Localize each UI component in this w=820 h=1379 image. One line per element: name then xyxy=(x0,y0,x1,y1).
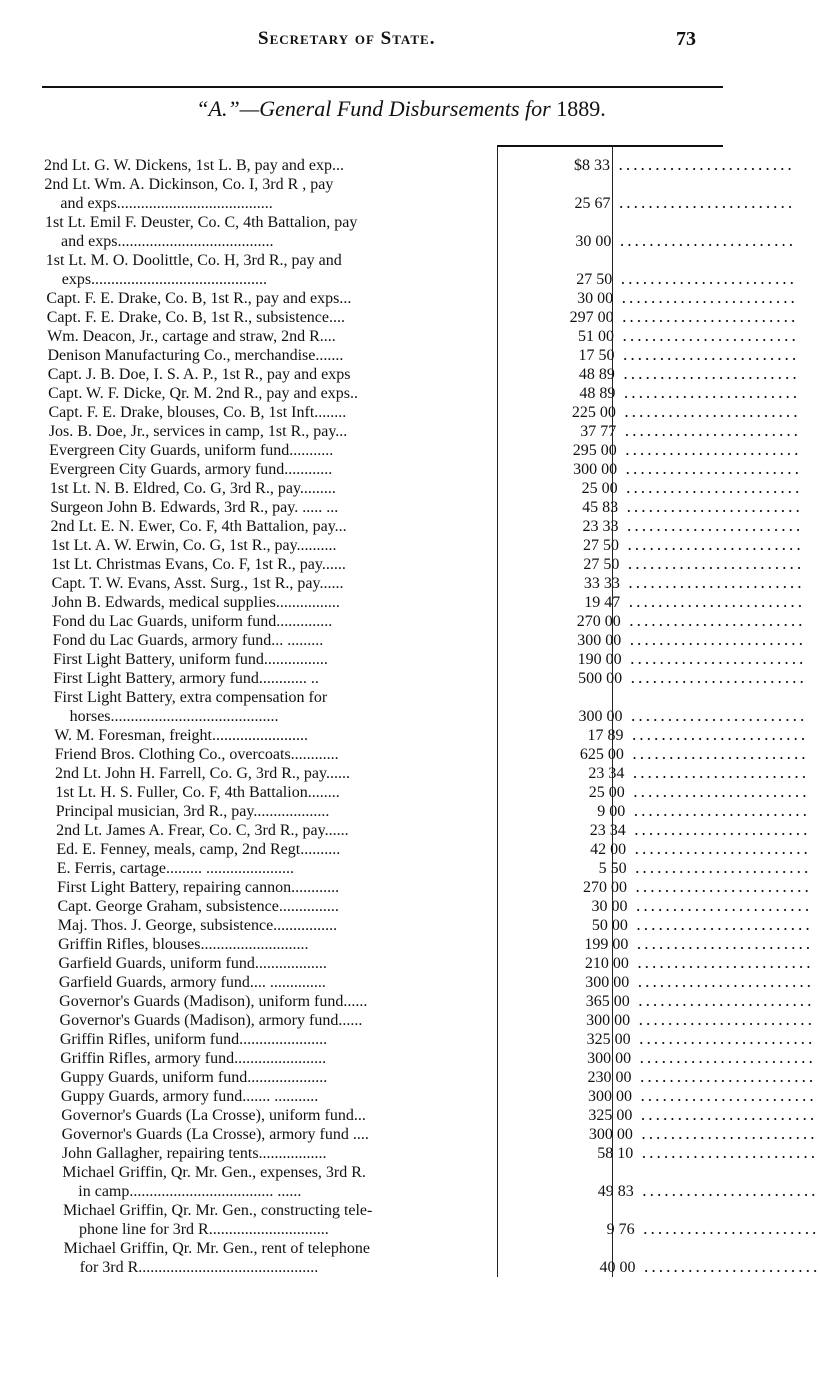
entry-amount: 9 76 xyxy=(606,1221,635,1238)
table-row xyxy=(0,1107,817,1125)
entry-amount: 270 00 xyxy=(576,613,621,630)
table-row xyxy=(0,518,802,536)
entry-amount: 300 00 xyxy=(577,632,622,649)
leader-dots: ․․․․․․․․․․․․․․․․․․․․․․․․ xyxy=(626,518,803,535)
entry-description: Denison Manufacturing Co., merchandise....... xyxy=(47,347,344,364)
entry-amount: 199 00 xyxy=(584,936,629,953)
table-row xyxy=(0,1259,820,1277)
leader-dots: ․․․․․․․․․․․․․․․․․․․․․․․․ xyxy=(639,1088,817,1105)
entry-description: 1st Lt. Emil F. Deuster, Co. C, 4th Battalion, pay xyxy=(45,214,358,231)
entry-amount: 23 34 xyxy=(589,822,626,839)
entry-amount: 25 67 xyxy=(574,195,611,212)
entry-amount: 27 50 xyxy=(582,537,619,554)
entry-amount: $8 33 xyxy=(574,157,610,174)
table-row xyxy=(0,480,802,498)
entry-amount: 300 00 xyxy=(573,461,618,478)
entry-amount: 50 00 xyxy=(591,917,628,934)
leader-dots: ․․․․․․․․․․․․․․․․․․․․․․․․ xyxy=(630,708,807,725)
entry-amount: 325 00 xyxy=(586,1031,631,1048)
leader-dots: ․․․․․․․․․․․․․․․․․․․․․․․․ xyxy=(637,974,814,991)
leader-dots: ․․․․․․․․․․․․․․․․․․․․․․․․ xyxy=(639,1050,816,1067)
leader-dots: ․․․․․․․․․․․․․․․․․․․․․․․․ xyxy=(641,1183,818,1200)
entry-description: Governor's Guards (Madison), armory fund...... xyxy=(59,1012,363,1029)
table-row xyxy=(0,632,806,650)
leader-dots: ․․․․․․․․․․․․․․․․․․․․․․․․ xyxy=(635,898,812,915)
entry-description-continuation: phone line for 3rd R.............................. xyxy=(78,1221,329,1238)
entry-amount: 27 50 xyxy=(576,271,613,288)
table-row xyxy=(0,727,808,745)
leader-dots: ․․․․․․․․․․․․․․․․․․․․․․․․ xyxy=(628,594,805,611)
leader-dots: ․․․․․․․․․․․․․․․․․․․․․․․․ xyxy=(638,1031,815,1048)
entry-description: First Light Battery, repairing cannon............ xyxy=(57,879,340,896)
table-row xyxy=(0,746,809,764)
entry-amount: 297 00 xyxy=(569,309,614,326)
leader-dots: ․․․․․․․․․․․․․․․․․․․․․․․․ xyxy=(634,860,811,877)
entry-description: Garfield Guards, armory fund.... .............. xyxy=(58,974,326,991)
running-title: Secretary of State. xyxy=(258,28,436,49)
entry-description: Michael Griffin, Qr. Mr. Gen., constructing tele- xyxy=(62,1202,373,1219)
table-row xyxy=(0,461,802,479)
leader-dots: ․․․․․․․․․․․․․․․․․․․․․․․․ xyxy=(641,1145,818,1162)
entry-description: Jos. B. Doe, Jr., services in camp, 1st R., pay... xyxy=(48,423,348,440)
leader-dots: ․․․․․․․․․․․․․․․․․․․․․․․․ xyxy=(633,822,810,839)
entry-description-continuation: and exps....................................... xyxy=(61,233,274,250)
leader-dots: ․․․․․․․․․․․․․․․․․․․․․․․․ xyxy=(640,1126,818,1143)
table-row xyxy=(0,1221,819,1239)
leader-dots: ․․․․․․․․․․․․․․․․․․․․․․․․ xyxy=(636,955,814,972)
table-row xyxy=(0,936,813,954)
table-row xyxy=(0,556,802,574)
entry-description: Principal musician, 3rd R., pay................... xyxy=(55,803,330,820)
leader-dots: ․․․․․․․․․․․․․․․․․․․․․․․․ xyxy=(624,442,801,459)
leader-dots: ․․․․․․․․․․․․․․․․․․․․․․․․ xyxy=(632,784,810,801)
leader-dots: ․․․․․․․․․․․․․․․․․․․․․․․․ xyxy=(626,499,803,516)
entry-description: 1st Lt. H. S. Fuller, Co. F, 4th Battalion........ xyxy=(55,784,340,801)
entry-description: Friend Bros. Clothing Co., overcoats............ xyxy=(54,746,339,763)
leader-dots: ․․․․․․․․․․․․․․․․․․․․․․․․ xyxy=(621,290,798,307)
entry-amount: 40 00 xyxy=(599,1259,636,1276)
entry-amount: 210 00 xyxy=(584,955,629,972)
table-row xyxy=(0,575,805,593)
table-row xyxy=(0,955,814,973)
leader-dots: ․․․․․․․․․․․․․․․․․․․․․․․․ xyxy=(631,746,809,763)
entry-amount: 30 00 xyxy=(575,233,612,250)
leader-dots: ․․․․․․․․․․․․․․․․․․․․․․․․ xyxy=(618,157,795,174)
entry-description: 1st Lt. Christmas Evans, Co. F, 1st R., pay...... xyxy=(51,556,346,573)
leader-dots: ․․․․․․․․․․․․․․․․․․․․․․․․ xyxy=(634,841,811,858)
table-row xyxy=(0,347,802,365)
entry-description: Governor's Guards (La Crosse), armory fund .... xyxy=(61,1126,369,1143)
table-row xyxy=(0,594,805,612)
leader-dots: ․․․․․․․․․․․․․․․․․․․․․․․․ xyxy=(638,1012,815,1029)
entry-amount: 300 00 xyxy=(587,1050,632,1067)
entry-amount: 48 89 xyxy=(579,385,616,402)
table-row xyxy=(0,822,810,840)
entry-description: Governor's Guards (La Crosse), uniform fund... xyxy=(61,1107,366,1124)
entry-amount: 30 00 xyxy=(591,898,628,915)
leader-dots: ․․․․․․․․․․․․․․․․․․․․․․․․ xyxy=(625,480,802,497)
entry-description: 2nd Lt. G. W. Dickens, 1st L. B, pay and exp... xyxy=(44,157,344,174)
leader-dots: ․․․․․․․․․․․․․․․․․․․․․․․․ xyxy=(622,366,800,383)
leader-dots: ․․․․․․․․․․․․․․․․․․․․․․․․ xyxy=(635,879,812,896)
table-row xyxy=(0,765,809,783)
entry-amount: 33 33 xyxy=(583,575,620,592)
entry-amount: 300 00 xyxy=(586,1012,631,1029)
table-row xyxy=(0,803,810,821)
table-row xyxy=(0,613,805,631)
entry-amount: 300 00 xyxy=(578,708,623,725)
table-row xyxy=(0,423,802,441)
table-row xyxy=(0,689,802,707)
table-row xyxy=(0,214,802,232)
leader-dots: ․․․․․․․․․․․․․․․․․․․․․․․․ xyxy=(618,195,795,212)
leader-dots: ․․․․․․․․․․․․․․․․․․․․․․․․ xyxy=(631,727,808,744)
entry-description: 1st Lt. N. B. Eldred, Co. G, 3rd R., pay......... xyxy=(49,480,336,497)
entry-amount: 48 89 xyxy=(578,366,615,383)
entry-description: John B. Edwards, medical supplies................ xyxy=(51,594,340,611)
entry-description: Governor's Guards (Madison), uniform fund...... xyxy=(59,993,368,1010)
entry-description: Michael Griffin, Qr. Mr. Gen., rent of telephone xyxy=(63,1240,370,1257)
table-row xyxy=(0,252,802,270)
table-row xyxy=(0,404,802,422)
table-row xyxy=(0,1126,818,1144)
leader-dots: ․․․․․․․․․․․․․․․․․․․․․․․․ xyxy=(636,936,813,953)
entry-amount: 17 89 xyxy=(587,727,624,744)
leader-dots: ․․․․․․․․․․․․․․․․․․․․․․․․ xyxy=(640,1107,817,1124)
table-row xyxy=(0,1031,815,1049)
table-row xyxy=(0,309,802,327)
entry-description: 1st Lt. M. O. Doolittle, Co. H, 3rd R., pay and xyxy=(45,252,342,269)
table-row xyxy=(0,366,802,384)
table-row xyxy=(0,841,811,859)
entry-description: 2nd Lt. E. N. Ewer, Co. F, 4th Battalion, pay... xyxy=(50,518,347,535)
entry-amount: 225 00 xyxy=(571,404,616,421)
leader-dots: ․․․․․․․․․․․․․․․․․․․․․․․․ xyxy=(627,556,804,573)
entry-description: Wm. Deacon, Jr., cartage and straw, 2nd R.... xyxy=(47,328,336,345)
entry-description: Capt. F. E. Drake, Co. B, 1st R., subsistence.... xyxy=(46,309,346,326)
entry-description: Capt. J. B. Doe, I. S. A. P., 1st R., pay and exps xyxy=(47,366,351,383)
entry-amount: 25 00 xyxy=(588,784,625,801)
table-row xyxy=(0,176,802,194)
table-row xyxy=(0,898,812,916)
table-row xyxy=(0,1202,802,1220)
table-row xyxy=(0,1069,816,1087)
entry-amount: 23 34 xyxy=(588,765,625,782)
leader-dots: ․․․․․․․․․․․․․․․․․․․․․․․․ xyxy=(635,917,813,934)
table-row xyxy=(0,157,802,175)
entry-description: Michael Griffin, Qr. Mr. Gen., expenses, 3rd R. xyxy=(62,1164,366,1181)
table-row xyxy=(0,499,802,517)
entry-description: Evergreen City Guards, uniform fund........... xyxy=(49,442,334,459)
table-row xyxy=(0,328,802,346)
entry-amount: 17 50 xyxy=(578,347,615,364)
entry-amount: 37 77 xyxy=(580,423,617,440)
leader-dots: ․․․․․․․․․․․․․․․․․․․․․․․․ xyxy=(623,385,800,402)
table-title-year: 1889. xyxy=(556,96,606,121)
entry-description: Capt. F. E. Drake, blouses, Co. B, 1st Inft........ xyxy=(48,404,347,421)
entry-description: Griffin Rifles, blouses........................... xyxy=(58,936,309,953)
entry-description: First Light Battery, extra compensation for xyxy=(53,689,328,706)
entry-description: Capt. George Graham, subsistence............... xyxy=(57,898,339,915)
entry-description-continuation: and exps....................................... xyxy=(60,195,273,212)
table-row xyxy=(0,1240,802,1258)
entry-description: First Light Battery, armory fund............ .. xyxy=(53,670,319,687)
leader-dots: ․․․․․․․․․․․․․․․․․․․․․․․․ xyxy=(642,1221,819,1238)
entry-description: Fond du Lac Guards, armory fund... ......... xyxy=(52,632,324,649)
table-row xyxy=(0,917,813,935)
table-row xyxy=(0,670,807,688)
entry-description: Surgeon John B. Edwards, 3rd R., pay. ..... ... xyxy=(50,499,339,516)
table-row xyxy=(0,442,802,460)
table-title-main: “A.”—General Fund Disbursements for xyxy=(196,96,551,121)
leader-dots: ․․․․․․․․․․․․․․․․․․․․․․․․ xyxy=(643,1259,820,1276)
table-row xyxy=(0,537,802,555)
entry-amount: 23 33 xyxy=(582,518,619,535)
entry-description: Ed. E. Fenney, meals, camp, 2nd Regt.......... xyxy=(56,841,341,858)
entry-description: Garfield Guards, uniform fund.................. xyxy=(58,955,327,972)
entry-description-continuation: for 3rd R............................................. xyxy=(79,1259,319,1276)
entry-description-continuation: exps............................................ xyxy=(61,271,268,288)
leader-dots: ․․․․․․․․․․․․․․․․․․․․․․․․ xyxy=(622,347,799,364)
table-row xyxy=(0,860,811,878)
entry-amount: 625 00 xyxy=(579,746,624,763)
leader-dots: ․․․․․․․․․․․․․․․․․․․․․․․․ xyxy=(629,651,806,668)
entry-amount: 42 00 xyxy=(590,841,627,858)
table-row xyxy=(0,879,812,897)
leader-dots: ․․․․․․․․․․․․․․․․․․․․․․․․ xyxy=(620,271,797,288)
entry-amount: 27 50 xyxy=(583,556,620,573)
entry-description: W. M. Foresman, freight........................ xyxy=(54,727,308,744)
entry-description: 2nd Lt. Wm. A. Dickinson, Co. I, 3rd R , pay xyxy=(44,176,334,193)
leader-dots: ․․․․․․․․․․․․․․․․․․․․․․․․ xyxy=(628,613,805,630)
entry-description: Maj. Thos. J. George, subsistence................ xyxy=(57,917,338,934)
table-row xyxy=(0,1088,817,1106)
leader-dots: ․․․․․․․․․․․․․․․․․․․․․․․․ xyxy=(624,423,801,440)
entry-description: Capt. T. W. Evans, Asst. Surg., 1st R., pay...... xyxy=(51,575,344,592)
table-row xyxy=(0,271,802,289)
leader-dots: ․․․․․․․․․․․․․․․․․․․․․․․․ xyxy=(637,993,814,1010)
entry-description: First Light Battery, uniform fund................ xyxy=(52,651,328,668)
table-row xyxy=(0,1164,802,1182)
entry-amount: 365 00 xyxy=(585,993,630,1010)
entry-description: Guppy Guards, armory fund....... ........... xyxy=(60,1088,319,1105)
table-row xyxy=(0,233,802,251)
entry-description: 1st Lt. A. W. Erwin, Co. G, 1st R., pay.......... xyxy=(50,537,337,554)
entry-amount: 45 83 xyxy=(582,499,619,516)
entry-description: Capt. F. E. Drake, Co. B, 1st R., pay and exps... xyxy=(46,290,352,307)
table-row xyxy=(0,974,814,992)
entry-description-continuation: horses.......................................... xyxy=(69,708,279,725)
leader-dots: ․․․․․․․․․․․․․․․․․․․․․․․․ xyxy=(633,803,810,820)
leader-dots: ․․․․․․․․․․․․․․․․․․․․․․․․ xyxy=(627,575,805,592)
leader-dots: ․․․․․․․․․․․․․․․․․․․․․․․․ xyxy=(639,1069,816,1086)
entry-description: Evergreen City Guards, armory fund............ xyxy=(49,461,333,478)
entry-amount: 300 00 xyxy=(585,974,630,991)
entry-amount: 25 00 xyxy=(581,480,618,497)
entry-description: Griffin Rifles, uniform fund...................... xyxy=(59,1031,328,1048)
entry-description: 2nd Lt. John H. Farrell, Co. G, 3rd R., pay...... xyxy=(55,765,350,782)
entry-amount: 300 00 xyxy=(588,1126,633,1143)
leader-dots: ․․․․․․․․․․․․․․․․․․․․․․․․ xyxy=(629,632,806,649)
entry-description: John Gallagher, repairing tents................. xyxy=(61,1145,327,1162)
table-row xyxy=(0,385,802,403)
entry-amount: 19 47 xyxy=(584,594,621,611)
leader-dots: ․․․․․․․․․․․․․․․․․․․․․․․․ xyxy=(626,537,804,554)
entry-description: E. Ferris, cartage......... ...................... xyxy=(56,860,295,877)
entry-amount: 325 00 xyxy=(588,1107,633,1124)
entry-description: 2nd Lt. James A. Frear, Co. C, 3rd R., pay...... xyxy=(56,822,349,839)
leader-dots: ․․․․․․․․․․․․․․․․․․․․․․․․ xyxy=(619,233,796,250)
table-row xyxy=(0,993,814,1011)
entry-amount: 500 00 xyxy=(578,670,623,687)
entry-description: Fond du Lac Guards, uniform fund.............. xyxy=(52,613,333,630)
leader-dots: ․․․․․․․․․․․․․․․․․․․․․․․․ xyxy=(625,461,802,478)
table-row xyxy=(0,708,807,726)
entry-amount: 51 00 xyxy=(578,328,615,345)
leader-dots: ․․․․․․․․․․․․․․․․․․․․․․․․ xyxy=(621,309,798,326)
table-row xyxy=(0,1012,815,1030)
entry-amount: 49 83 xyxy=(597,1183,634,1200)
table-row xyxy=(0,784,810,802)
entry-amount: 58 10 xyxy=(597,1145,634,1162)
entry-description: Griffin Rifles, armory fund....................... xyxy=(60,1050,327,1067)
entry-amount: 5 50 xyxy=(598,860,627,877)
table-row xyxy=(0,1183,818,1201)
leader-dots: ․․․․․․․․․․․․․․․․․․․․․․․․ xyxy=(632,765,809,782)
entry-amount: 230 00 xyxy=(587,1069,632,1086)
page-number: 73 xyxy=(676,28,696,50)
entry-amount: 9 00 xyxy=(597,803,626,820)
leader-dots: ․․․․․․․․․․․․․․․․․․․․․․․․ xyxy=(630,670,807,687)
table-row xyxy=(0,290,802,308)
leader-dots: ․․․․․․․․․․․․․․․․․․․․․․․․ xyxy=(622,328,799,345)
entry-amount: 300 00 xyxy=(587,1088,632,1105)
table-row xyxy=(0,651,806,669)
table-row xyxy=(0,1145,818,1163)
entry-description-continuation: in camp.................................... ...... xyxy=(78,1183,302,1200)
entry-amount: 30 00 xyxy=(577,290,614,307)
entry-description: Capt. W. F. Dicke, Qr. M. 2nd R., pay and exps.. xyxy=(48,385,358,402)
entry-amount: 190 00 xyxy=(577,651,622,668)
entry-amount: 295 00 xyxy=(572,442,617,459)
entry-amount: 270 00 xyxy=(583,879,628,896)
table-row xyxy=(0,195,802,213)
leader-dots: ․․․․․․․․․․․․․․․․․․․․․․․․ xyxy=(623,404,801,421)
entry-description: Guppy Guards, uniform fund.................... xyxy=(60,1069,328,1086)
table-row xyxy=(0,1050,816,1068)
